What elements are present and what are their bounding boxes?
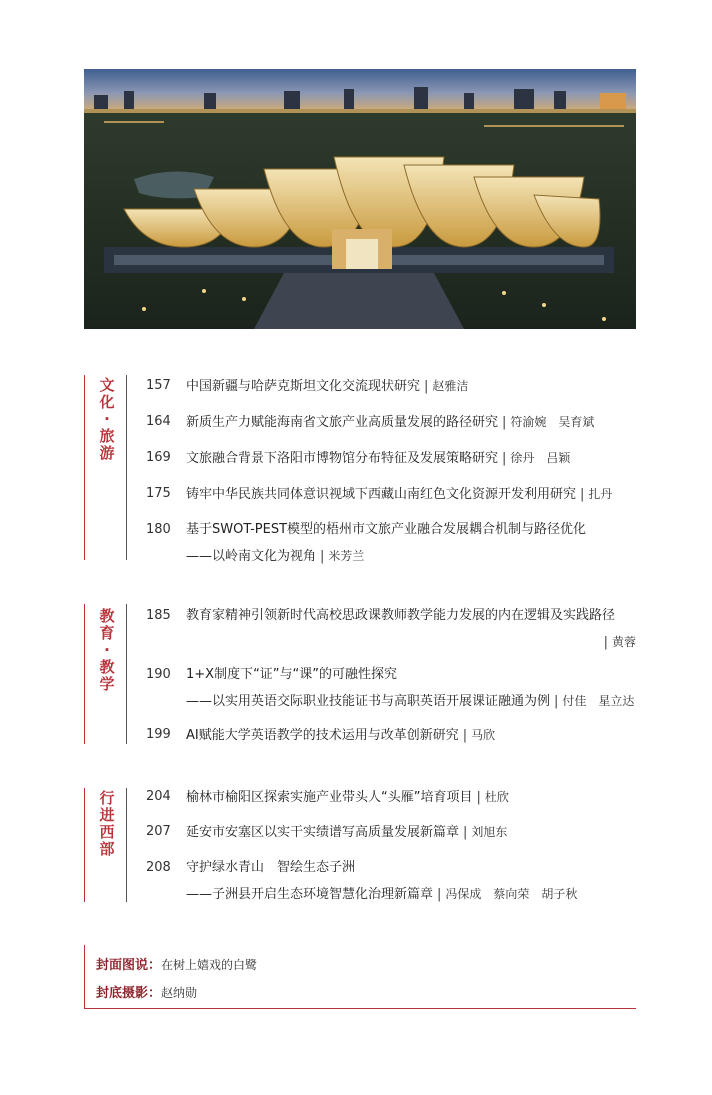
separator: | bbox=[554, 694, 559, 709]
separator: | bbox=[462, 728, 468, 743]
article-author: 刘旭东 bbox=[471, 825, 508, 839]
section-title-char: · bbox=[104, 641, 110, 659]
photo-credits bbox=[84, 950, 636, 1009]
article-title: AI赋能大学英语教学的技术运用与改革创新研究 bbox=[186, 728, 459, 743]
page-number: 169 bbox=[146, 450, 171, 465]
section-title bbox=[98, 608, 116, 693]
article-title: 文旅融合背景下洛阳市博物馆分布特征及发展策略研究 bbox=[186, 451, 499, 466]
section-title-char: 游 bbox=[99, 444, 115, 462]
section-education-teaching bbox=[84, 604, 636, 744]
section-title-char: 西 bbox=[99, 823, 115, 841]
section-title-char: 化 bbox=[99, 393, 115, 411]
cover-photo bbox=[84, 69, 636, 329]
section-title-char: 旅 bbox=[99, 427, 115, 445]
cover-caption-label: 封面图说： bbox=[96, 958, 162, 973]
article-author: 黄蓉 bbox=[611, 635, 636, 649]
section-divider bbox=[126, 788, 127, 902]
section-culture-tourism bbox=[84, 375, 636, 564]
section-title-char: 进 bbox=[99, 806, 115, 824]
museum-night-photo bbox=[84, 69, 636, 329]
section-title-char: 育 bbox=[99, 624, 115, 642]
article-author: 扎丹 bbox=[588, 487, 613, 501]
page-number: 164 bbox=[146, 414, 171, 429]
separator: | bbox=[424, 379, 429, 394]
separator: | bbox=[603, 635, 608, 650]
section-title bbox=[98, 377, 116, 462]
section-westward-progress bbox=[84, 788, 636, 902]
article-author: 冯保成 蔡向荣 胡子秋 bbox=[445, 887, 578, 901]
article-title: 中国新疆与哈萨克斯坦文化交流现状研究 bbox=[186, 379, 421, 394]
section-title-char: 行 bbox=[99, 789, 115, 807]
article-author: 符渝婉 吴育斌 bbox=[510, 415, 595, 429]
article-title: 教育家精神引领新时代高校思政课教师教学能力发展的内在逻辑及实践路径 bbox=[186, 608, 616, 623]
article-subtitle: ——以岭南文化为视角 bbox=[186, 549, 317, 564]
article-subtitle: ——以实用英语交际职业技能证书与高职英语开展课证融通为例 bbox=[186, 694, 551, 709]
page-number: 175 bbox=[146, 486, 171, 501]
article-author: 马欣 bbox=[471, 728, 496, 742]
separator: | bbox=[580, 487, 585, 502]
article-author: 米芳兰 bbox=[328, 549, 365, 563]
separator: | bbox=[437, 887, 442, 902]
section-accent-bar bbox=[84, 788, 85, 902]
section-title-char: 文 bbox=[99, 376, 115, 394]
cover-caption bbox=[96, 954, 257, 973]
separator: | bbox=[476, 790, 481, 805]
page-number: 204 bbox=[146, 789, 171, 804]
article-title: 铸牢中华民族共同体意识视域下西藏山南红色文化资源开发利用研究 bbox=[186, 487, 577, 502]
section-title-char: 教 bbox=[99, 607, 115, 625]
article-title: 守护绿水青山 智绘生态子洲 bbox=[186, 860, 356, 875]
article-title: 1+X制度下“证”与“课”的可融性探究 bbox=[186, 667, 398, 682]
separator: | bbox=[320, 549, 325, 564]
section-title-char: 学 bbox=[99, 675, 115, 693]
section-title-char: 部 bbox=[99, 840, 115, 858]
section-title-char: · bbox=[104, 410, 110, 428]
article-author: 徐丹 吕颖 bbox=[510, 451, 571, 465]
page-number: 180 bbox=[146, 522, 171, 537]
cover-caption-value: 在树上嬉戏的白鹭 bbox=[161, 958, 258, 972]
section-title bbox=[98, 790, 116, 858]
separator: | bbox=[502, 451, 507, 466]
section-accent-bar bbox=[84, 375, 85, 560]
section-accent-bar bbox=[84, 604, 85, 744]
page-number: 208 bbox=[146, 860, 171, 875]
article-author: 付佳 星立达 bbox=[562, 694, 635, 708]
article-title: 榆林市榆阳区探索实施产业带头人“头雁”培育项目 bbox=[186, 790, 473, 805]
section-divider bbox=[126, 604, 127, 744]
article-title: 基于SWOT-PEST模型的梧州市文旅产业融合发展耦合机制与路径优化 bbox=[186, 522, 587, 537]
section-title-char: 教 bbox=[99, 658, 115, 676]
page-number: 199 bbox=[146, 727, 171, 742]
article-author: 赵雅洁 bbox=[432, 379, 469, 393]
article-title: 新质生产力赋能海南省文旅产业高质量发展的路径研究 bbox=[186, 415, 499, 430]
separator: | bbox=[502, 415, 507, 430]
page-number: 190 bbox=[146, 667, 171, 682]
page-number: 207 bbox=[146, 824, 171, 839]
back-photo-credit bbox=[96, 982, 197, 1001]
page-number: 157 bbox=[146, 378, 171, 393]
section-divider bbox=[126, 375, 127, 560]
separator: | bbox=[463, 825, 468, 840]
article-subtitle: ——子洲县开启生态环境智慧化治理新篇章 bbox=[186, 887, 434, 902]
article-author: 杜欣 bbox=[484, 790, 509, 804]
back-credit-label: 封底摄影： bbox=[96, 986, 162, 1001]
page-number: 185 bbox=[146, 608, 171, 623]
back-credit-value: 赵纳勋 bbox=[161, 986, 198, 1000]
article-title: 延安市安塞区以实干实绩谱写高质量发展新篇章 bbox=[186, 825, 460, 840]
